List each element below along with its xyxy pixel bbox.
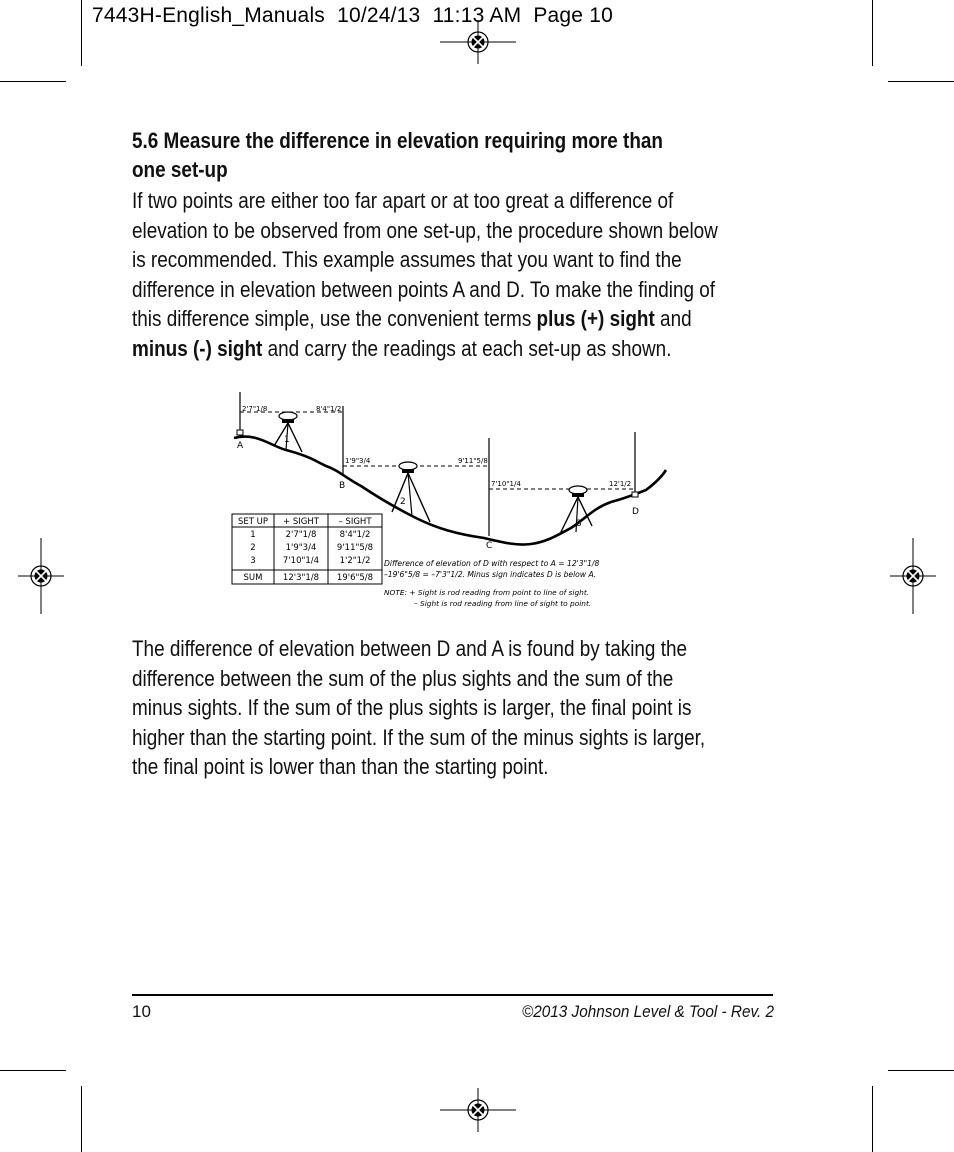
setup-1-label: 1 [284, 435, 290, 445]
intro-line: If two points are either too far apart or at too great a difference of [132, 188, 674, 213]
intro-text: and carry the readings at each set-up as shown. [262, 335, 672, 361]
figure-note-line2: – Sight is rod reading from line of sight to point. [414, 599, 592, 608]
crop-mark-top-left-vertical [81, 0, 82, 66]
plus-sight-term: plus (+) sight [536, 306, 655, 331]
table-cell: 9'11"5/8 [336, 543, 374, 553]
registration-target-top-icon [440, 20, 516, 64]
rod-d-base [632, 492, 638, 497]
crop-mark-bottom-right-vertical [872, 1086, 873, 1152]
table-cell: 1'2"1/2 [339, 556, 371, 566]
table-cell: 3 [250, 556, 256, 566]
conclusion-line: The difference of elevation between D and A is found by taking the [132, 636, 688, 661]
intro-paragraph [132, 186, 768, 363]
intro-line [132, 304, 768, 334]
setup-2-label: 2 [400, 497, 406, 507]
point-d-label: D [632, 507, 639, 517]
print-slug-header: 7443H-English_Manuals 10/24/13 11:13 AM Page 10 [92, 4, 613, 27]
level-instrument-2-icon [392, 462, 430, 522]
registration-target-bottom-icon [440, 1088, 516, 1132]
figure-caption-line2: –19'6"5/8 = –7'3"1/2. Minus sign indicates D is below A. [384, 570, 597, 579]
crop-mark-bottom-right-horizontal [888, 1070, 954, 1071]
point-c-label: C [486, 541, 493, 551]
reading-1-minus: 8'4"1/2 [316, 405, 342, 413]
conclusion-paragraph [132, 634, 768, 782]
reading-3-minus: 12'1/2 [609, 480, 632, 488]
intro-text: and [654, 306, 692, 331]
crop-mark-top-right-vertical [872, 0, 873, 66]
table-cell: 8'4"1/2 [339, 530, 371, 540]
intro-line: elevation to be observed from one set-up, the procedure shown below [132, 217, 718, 243]
table-cell: SUM [243, 573, 263, 583]
point-b-label: B [339, 481, 346, 491]
reading-2-minus: 9'11"5/8 [458, 457, 488, 465]
point-a-label: A [237, 441, 244, 451]
registration-target-right-icon [890, 538, 936, 614]
intro-line [132, 334, 768, 364]
table-cell: 2'7"1/8 [285, 530, 317, 540]
setup-3-label: 3 [576, 519, 582, 529]
intro-line: difference in elevation between points A and D. To make the finding of [132, 276, 716, 302]
conclusion-line: difference between the sum of the plus sights and the sum of the [132, 665, 674, 691]
footer-rule [132, 994, 773, 996]
conclusion-line: higher than the starting point. If the sum of the minus sights is larger, [132, 724, 706, 750]
crop-mark-bottom-left-horizontal [0, 1070, 66, 1071]
reading-1-plus: 2'7"1/8 [242, 405, 268, 413]
table-cell: 19'6"5/8 [336, 573, 374, 583]
section-heading-line2: one set-up [132, 157, 228, 182]
leveling-diagram-svg [226, 386, 686, 616]
page-number: 10 [132, 1002, 151, 1021]
section-heading-line1: 5.6 Measure the difference in elevation requiring more than [132, 128, 663, 153]
reading-3-plus: 7'10"1/4 [491, 480, 521, 488]
conclusion-line: the final point is lower than than the starting point. [132, 754, 549, 779]
copyright-notice: ©2013 Johnson Level & Tool - Rev. 2 [522, 1002, 774, 1021]
table-header-plus: + SIGHT [283, 517, 319, 527]
figure-note-line1: NOTE: + Sight is rod reading from point to line of sight. [384, 588, 590, 597]
sight-table [232, 514, 382, 584]
table-cell: 1'9"3/4 [285, 543, 317, 553]
conclusion-line: minus sights. If the sum of the plus sights is larger, the final point is [132, 695, 692, 720]
figure-caption-line1: Difference of elevation of D with respect to A = 12'3"1/8 [384, 559, 600, 568]
intro-text: this difference simple, use the convenient terms [132, 306, 537, 331]
table-cell: 12'3"1/8 [282, 573, 320, 583]
minus-sight-term: minus (-) sight [132, 335, 263, 361]
table-cell: 2 [250, 543, 256, 553]
rod-a-base [237, 430, 243, 435]
crop-mark-top-left-horizontal [0, 81, 66, 82]
intro-line: is recommended. This example assumes that you want to find the [132, 247, 682, 272]
registration-target-left-icon [18, 538, 64, 614]
leveling-diagram [226, 386, 686, 616]
table-cell: 7'10"1/4 [282, 556, 320, 566]
section-heading [132, 126, 682, 184]
table-header-minus: – SIGHT [338, 517, 372, 527]
table-cell: 1 [250, 530, 256, 540]
reading-2-plus: 1'9"3/4 [345, 457, 371, 465]
crop-mark-bottom-left-vertical [81, 1086, 82, 1152]
crop-mark-top-right-horizontal [888, 81, 954, 82]
table-header-setup: SET UP [237, 517, 269, 527]
